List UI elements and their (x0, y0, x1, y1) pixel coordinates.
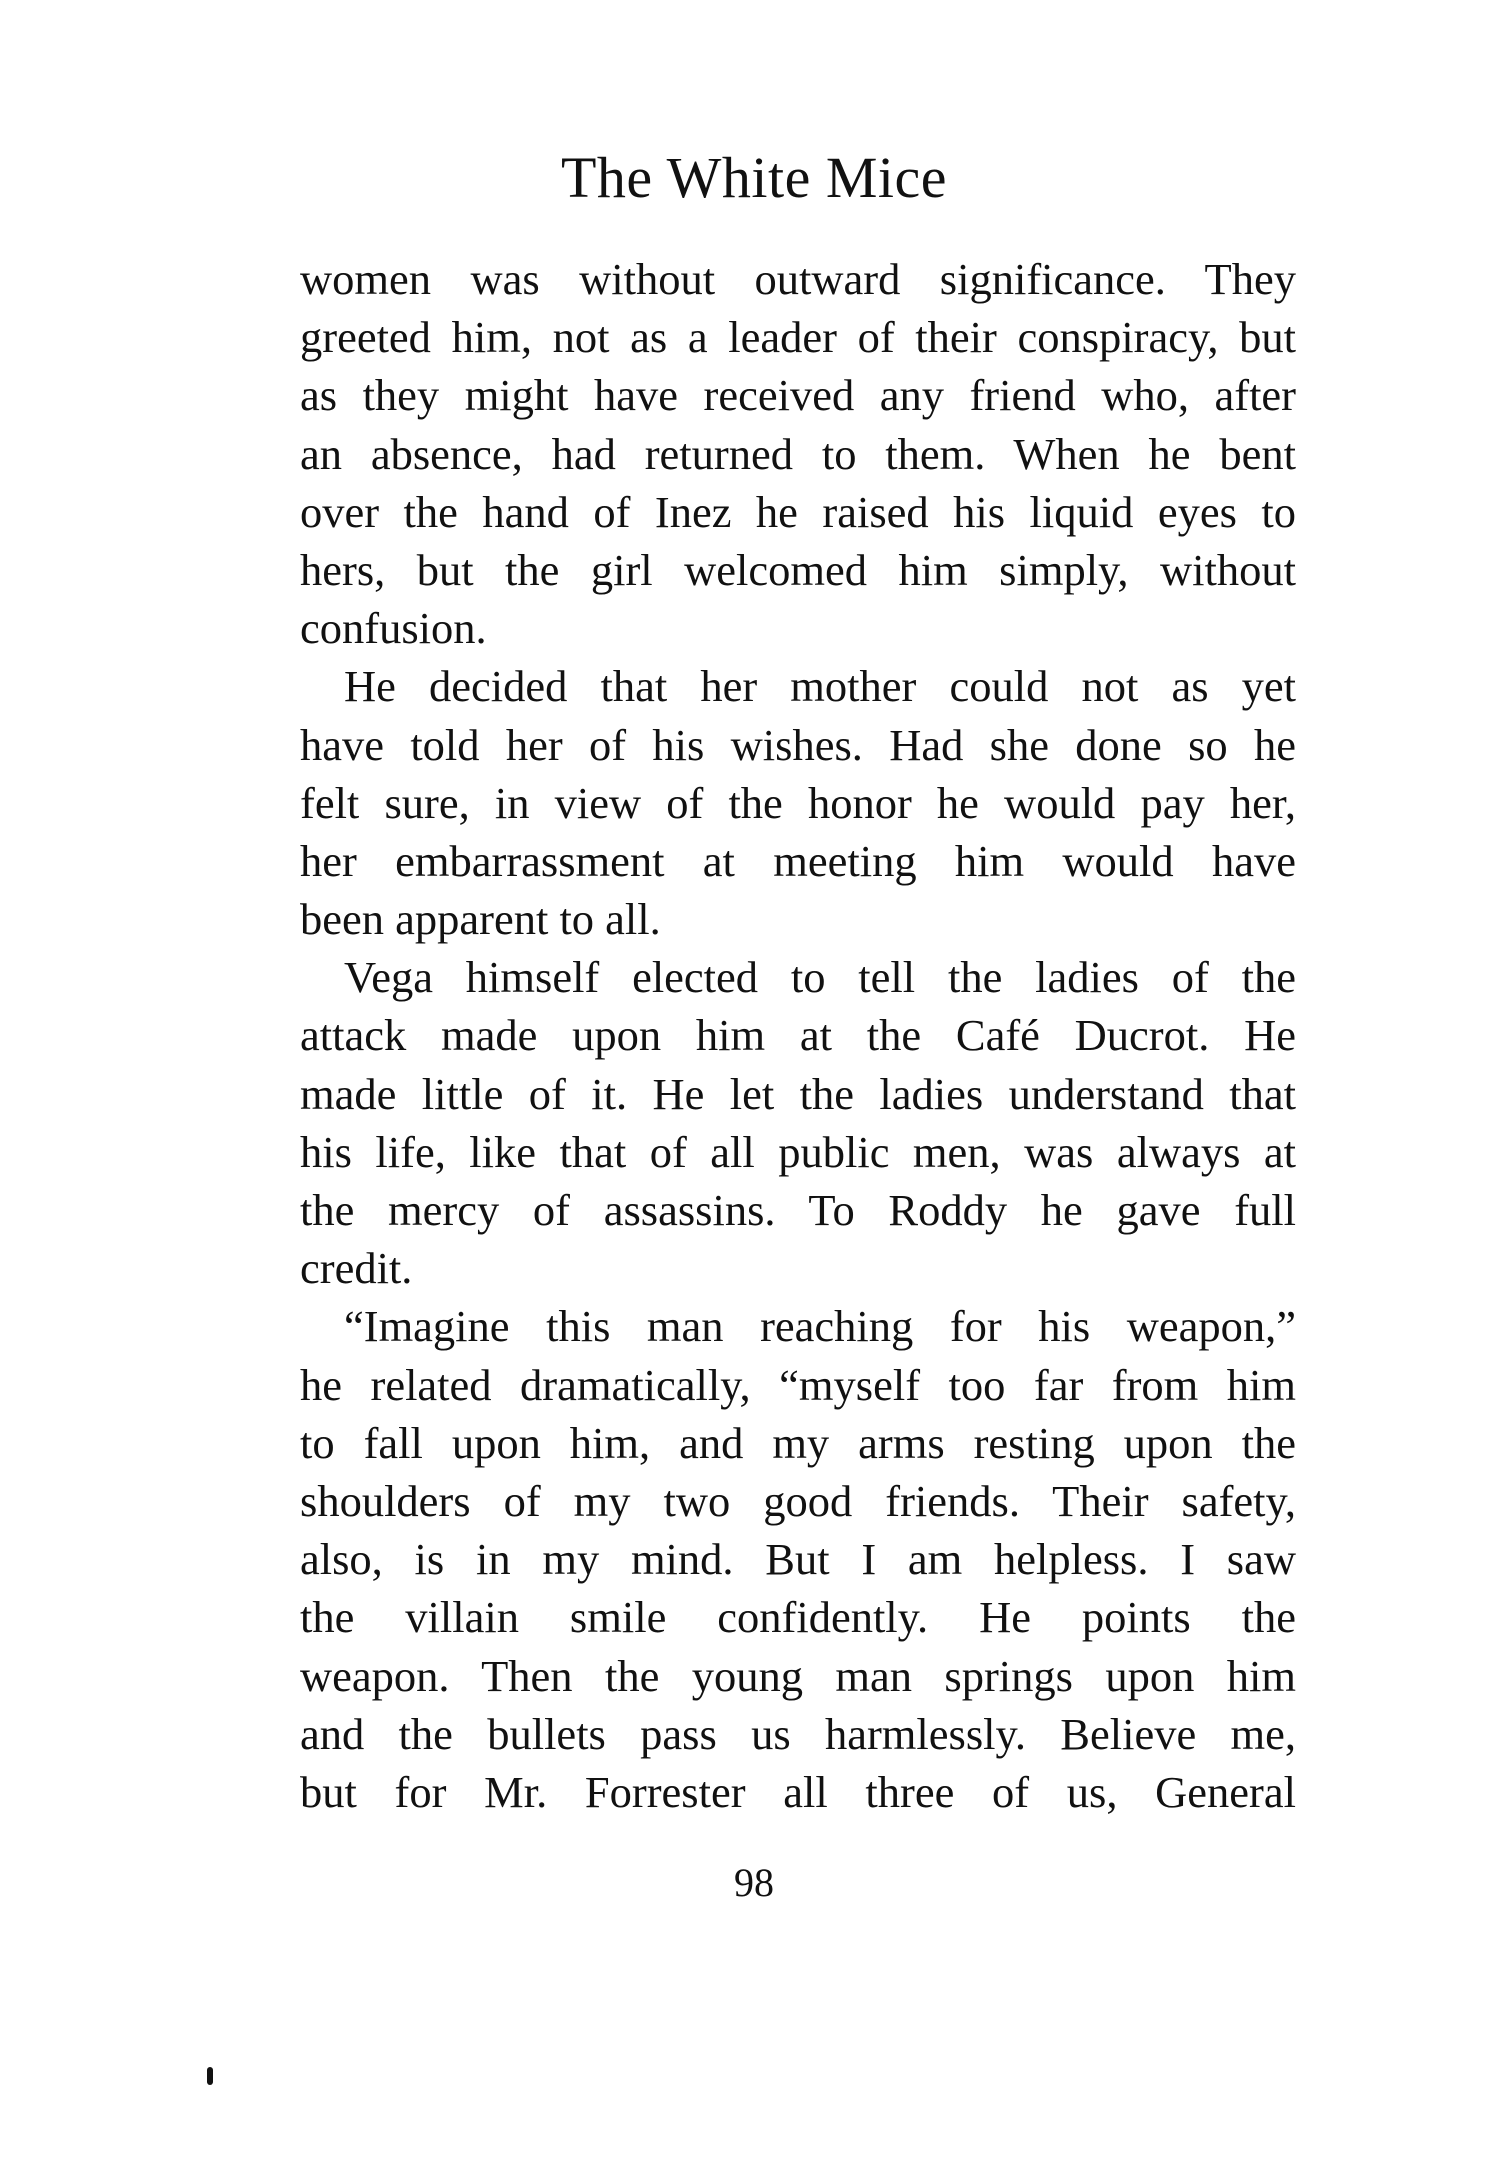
text-line: an absence, had returned to them. When he bent (300, 428, 1296, 479)
text-line: her embarrassment at meeting him would have (300, 835, 1296, 886)
page-title: The White Mice (560, 145, 947, 210)
text-line: He decided that her mother could not as yet (344, 661, 1296, 712)
text-line: and the bullets pass us harmlessly. Believe me, (300, 1708, 1296, 1759)
text-line: greeted him, not as a leader of their conspiracy, but (300, 312, 1296, 363)
text-line: also, is in my mind. But I am helpless. I saw (300, 1534, 1296, 1585)
text-line: Vega himself elected to tell the ladies of the (344, 952, 1296, 1003)
text-line: have told her of his wishes. Had she done so he (300, 719, 1296, 770)
text-line: made little of it. He let the ladies understand that (300, 1068, 1296, 1119)
text-line: weapon. Then the young man springs upon him (300, 1650, 1296, 1701)
text-line: his life, like that of all public men, was always at (300, 1126, 1296, 1177)
text-line: women was without outward significance. They (300, 254, 1296, 304)
paragraph-4 (300, 1297, 1296, 1821)
text-line: but for Mr. Forrester all three of us, General (300, 1766, 1296, 1817)
text-line: credit. (300, 1243, 413, 1294)
text-line: as they might have received any friend who, after (300, 370, 1296, 421)
text-line: the villain smile confidently. He points the (300, 1592, 1296, 1643)
text-line: felt sure, in view of the honor he would pay her, (300, 777, 1296, 828)
ink-speck-mark (207, 2067, 213, 2085)
text-line: the mercy of assassins. To Roddy he gave full (300, 1185, 1296, 1235)
paragraph-1 (300, 250, 1296, 657)
text-line: shoulders of my two good friends. Their safety, (300, 1475, 1296, 1526)
text-line: “Imagine this man reaching for his weapon,” (344, 1301, 1296, 1352)
text-line: to fall upon him, and my arms resting upon the (300, 1417, 1296, 1468)
paragraph-2 (300, 657, 1296, 948)
text-line: over the hand of Inez he raised his liquid eyes to (300, 486, 1296, 537)
body-text (300, 250, 1296, 1821)
text-line: hers, but the girl welcomed him simply, without (300, 544, 1296, 595)
paragraph-3 (300, 948, 1296, 1297)
text-line: confusion. (300, 603, 487, 654)
text-line: he related dramatically, “myself too far from him (300, 1359, 1296, 1410)
text-line: been apparent to all. (300, 894, 661, 945)
page-number: 98 (734, 1860, 774, 1905)
text-line: attack made upon him at the Café Ducrot. He (300, 1010, 1296, 1061)
